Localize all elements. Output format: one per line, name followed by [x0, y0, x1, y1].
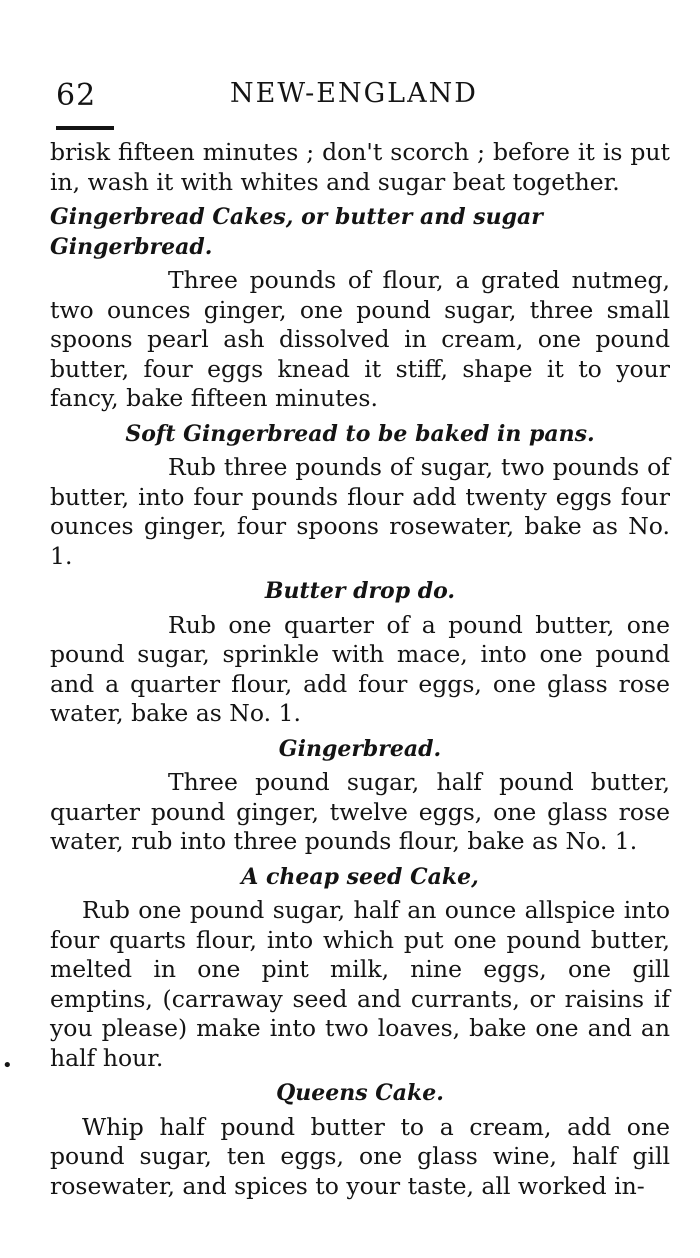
recipe-title: Butter drop do. — [264, 578, 456, 604]
recipe-text: Three pounds of flour, a grated nutmeg, two ounces ginger, one pound sugar, three small spoons pearl ash dissolved in cream, one pound butter, four eggs knead it stiff, shape it to your fancy, bake fifteen minutes. — [50, 266, 670, 412]
recipe-title: Soft Gingerbread to be baked in pans. — [125, 420, 595, 447]
page-body — [50, 138, 670, 1201]
recipe-text: Rub three pounds of sugar, two pounds of butter, into four pounds flour add twenty eggs four ounces ginger, four spoons rosewater, bake as No. 1. — [50, 453, 670, 570]
recipe-title: Gingerbread. — [278, 735, 442, 762]
recipe-text: Rub one quarter of a pound butter, one pound sugar, sprinkle with mace, into one pound and a quarter flour, add four eggs, one glass rose water, bake as No. 1. — [50, 610, 670, 727]
recipe-text: Rub one pound sugar, half an ounce allspice into four quarts flour, into which put one pound butter, melted in one pint milk, nine eggs, one gill emptins, (carraway seed and currants, or raisins if you please) make into two loaves, bake one and an half hour. — [50, 896, 670, 1072]
recipe-title: Gingerbread Cakes, or butter and sugar Gingerbread. — [50, 204, 543, 260]
continuation-text: brisk fifteen minutes ; don't scorch ; before it is put in, wash it with whites and sugar beat together. — [50, 138, 670, 196]
recipe-text: Whip half pound butter to a cream, add one pound sugar, ten eggs, one glass wine, half gill rosewater, and spices to your taste, all worked in- — [50, 1112, 670, 1200]
header-rule — [56, 126, 114, 130]
recipe-text: Three pound sugar, half pound butter, quarter pound ginger, twelve eggs, one glass rose water, rub into three pounds flour, bake as No. 1. — [50, 768, 670, 855]
page-number: 62 — [56, 78, 97, 113]
margin-mark: • — [2, 1055, 13, 1076]
recipe-title: Queens Cake. — [276, 1080, 444, 1106]
running-title: NEW-ENGLAND — [230, 78, 478, 109]
recipe-title: A cheap seed Cake, — [241, 863, 479, 890]
